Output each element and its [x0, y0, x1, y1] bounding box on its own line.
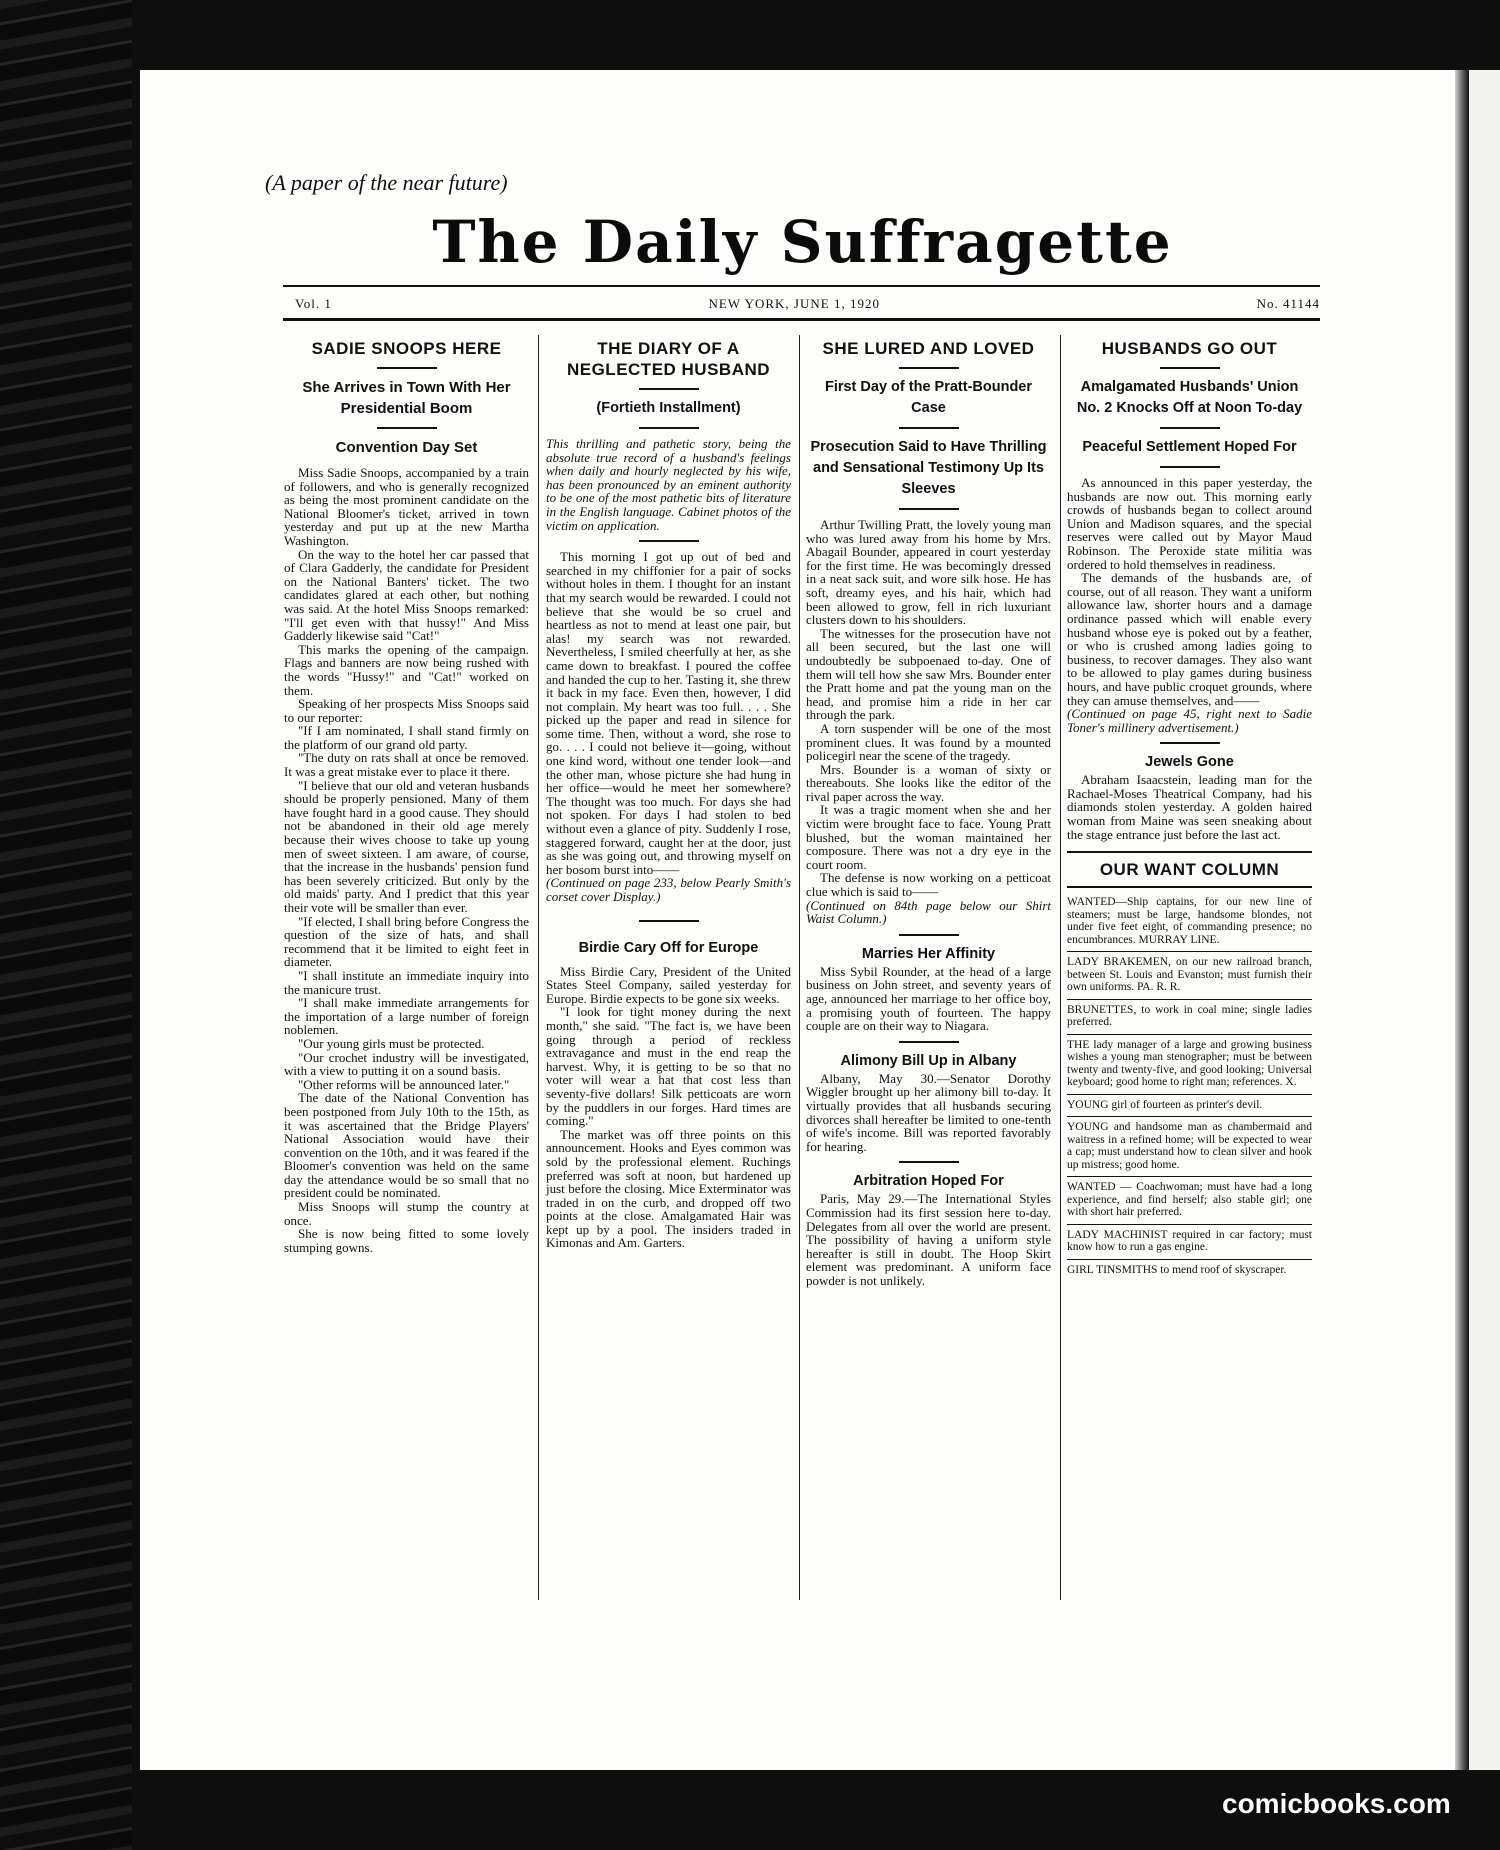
article-paragraph: The defense is now working on a petticoat clue which is said to—— — [806, 870, 1051, 900]
article-paragraph: Arthur Twilling Pratt, the lovely young man who was lured away from his home by Mrs. Abagail Bounder, appeared in court yesterday for the first time. He was becomingly dressed in a neat sack suit, and wore silk hose. He has soft, dreamy eyes, and his hair, which had been allowed to grow, fell in rich luxuriant clusters down to his shoulders. — [806, 517, 1051, 628]
article-paragraph: "Our crochet industry will be investigated, with a view to putting it on a sound basis. — [284, 1049, 529, 1079]
headline: HUSBANDS GO OUT — [1101, 339, 1278, 358]
column-divider — [799, 335, 800, 1600]
headline: Alimony Bill Up in Albany — [840, 1052, 1017, 1069]
divider — [1160, 742, 1220, 744]
article-paragraph: "If elected, I shall bring before Congress the question of the size of hats, and shall recommend that it be limited to eight feet in diameter. — [284, 913, 529, 970]
dateline — [295, 296, 1320, 312]
article-paragraph: Miss Sadie Snoops, accompanied by a train of followers, and who is generally recognized as being the most prominent candidate on the National Bloomer's ticket, arrived in town yesterday and put up at the new Martha Washington. — [284, 465, 529, 548]
article-paragraph: The demands of the husbands are, of course, out of all reason. They want a uniform allowance law, shorter hours and a damage ordinance passed which will enable every husband whose eye is poked out by a feather, or who is crushed among ladies going to business, to recover damages. They also want to be allowed to play games during business hours, and have public croquet grounds, where they can amuse themselves, and—— — [1067, 570, 1312, 708]
article-paragraph: It was a tragic moment when she and her victim were brought face to face. Young Pratt blushed, but the woman maintained her composure. There was not a dry eye in the court room. — [806, 802, 1051, 872]
subheadline: Amalgamated Husbands' Union No. 2 Knocks Off at Noon To-day — [1076, 379, 1303, 416]
classified-ad: THE lady manager of a large and growing business wishes a young man stenographer; must be between twenty and twenty-five, and good looking; Universal keyboard; good home to right man; references. X. — [1067, 1035, 1312, 1095]
subheadline: (Fortieth Installment) — [596, 400, 741, 416]
headline: Birdie Cary Off for Europe — [578, 939, 759, 956]
volume-label: Vol. 1 — [295, 296, 332, 311]
classified-ad: LADY MACHINIST required in car factory; must know how to run a gas engine. — [1067, 1225, 1312, 1260]
article-paragraph: "I shall institute an immediate inquiry into the manicure trust. — [284, 967, 529, 997]
article-paragraph: "Other reforms will be announced later." — [298, 1076, 510, 1092]
article-paragraph: Miss Snoops will stump the country at once. — [284, 1199, 529, 1228]
article-intro: This thrilling and pathetic story, being the absolute true record of a husband's feelings when daily and hourly neglected by his wife, has been pronounced by an eminent authority to be one of the most pathetic bits of literature in the English language. Cabinet photos of the victim on application. — [546, 436, 791, 533]
article-paragraph: Miss Birdie Cary, President of the United States Steel Company, sailed yesterday for Europe. Birdie expects to be gone six weeks. — [546, 963, 791, 1006]
divider — [899, 367, 959, 369]
want-column-title: OUR WANT COLUMN — [1067, 859, 1312, 888]
headline: Marries Her Affinity — [861, 945, 996, 962]
article-paragraph: "I look for tight money during the next month," she said. "The fact is, we have been going through a period of reckless extravagance and must in the end reap the harvest. Why, it is getting to be so that no voter will wear a hat that cost less than seventy-five dollars! Silk petticoats are worn by the puddlers in our forges. Hard times are coming." — [546, 1004, 791, 1129]
adjacent-page-edge — [1468, 70, 1500, 1770]
book-binding — [0, 0, 132, 1850]
source-watermark: comicbooks.com — [1222, 1788, 1451, 1819]
classified-ad: GIRL TINSMITHS to mend roof of skyscraper. — [1067, 1263, 1287, 1276]
article-paragraph: The market was off three points on this announcement. Hooks and Eyes common was sold by the professional element. Ruchings preferred was soft at noon, but hardened up just before the closing. Mice Exterminator was traded in on the curb, and dropped off two points at the close. Amalgamated Hair was kept up by a pool. The insiders traded in Kimonas and Am. Garters. — [546, 1126, 791, 1251]
article-paragraph: A torn suspender will be one of the most prominent clues. It was found by a mounted policegirl near the scene of the tragedy. — [806, 720, 1051, 764]
article-paragraph: "If I am nominated, I shall stand firmly on the platform of our grand old party. — [284, 723, 529, 752]
want-column — [1067, 851, 1312, 1281]
article-paragraph: "The duty on rats shall at once be removed. It was a great mistake ever to place it there. — [284, 750, 529, 780]
column-4 — [1067, 338, 1312, 1281]
column-divider — [1060, 335, 1061, 1600]
subheadline: She Arrives in Town With Her Presidential Boom — [302, 379, 511, 417]
divider — [377, 367, 437, 369]
article-paragraph: "I shall make immediate arrangements for the importation of a large number of foreign noblemen. — [284, 995, 529, 1038]
classified-ad: YOUNG and handsome man as chambermaid and waitress in a refined home; will be expected to wear a cap; must understand how to clean silver and hook up mistress; good home. — [1067, 1117, 1312, 1177]
article-paragraph: The witnesses for the prosecution have not all been secured, but the last one will undoubtedly be subpoenaed to-day. One of them will tell how she saw Mrs. Bounder enter the Pratt home and pat the young man on the head, and promise him a ride in her car through the park. — [806, 625, 1051, 723]
masthead-rule-bottom — [283, 318, 1320, 321]
divider — [899, 1161, 959, 1163]
continuation-note: (Continued on page 233, below Pearly Smith's corset cover Display.) — [546, 875, 791, 904]
page-gutter-shadow — [1455, 70, 1469, 1770]
article-paragraph: Mrs. Bounder is a woman of sixty or thereabouts. She looks like the editor of the rival paper across the way. — [806, 761, 1051, 804]
classified-ad: WANTED — Coachwoman; must have had a long experience, and find herself; also stable girl; one with short hair preferred. — [1067, 1177, 1312, 1225]
article-paragraph: This marks the opening of the campaign. Flags and banners are now being rushed with the words "Hussy!" and "Cat!" worked on them. — [284, 641, 529, 698]
divider — [899, 427, 959, 429]
column-2 — [546, 338, 791, 1250]
article-paragraph: On the way to the hotel her car passed that of Clara Gadderly, the candidate for President on the National Banters' ticket. The two candidates glared at each other, but nothing was said. At the hotel Miss Snoops remarked: "I'll get even with that hussy!" And Miss Gadderly likewise said "Cat!" — [284, 546, 529, 644]
subheadline: First Day of the Pratt-Bounder Case — [824, 379, 1033, 416]
divider — [1160, 466, 1220, 468]
headline: Arbitration Hoped For — [853, 1173, 1004, 1190]
article-paragraph: As announced in this paper yesterday, the husbands are now out. This morning early crowds of husbands began to collect around Union and Madison squares, and the special reserves were called out by Mayor Maud Robinson. The Peroxide state militia was ordered to hold themselves in readiness. — [1067, 475, 1312, 572]
headline: SHE LURED AND LOVED — [822, 339, 1035, 358]
tagline: (A paper of the near future) — [265, 170, 508, 195]
article-paragraph: The date of the National Convention has been postponed from July 10th to the 15th, as it was ascertained that the Bridge Players' National Association would have their convention on the 10th, and it was feared if the Bloomer's convention was held on the same day the attendance would be so small that no president could be nominated. — [284, 1090, 529, 1201]
place-date: NEW YORK, JUNE 1, 1920 — [708, 296, 880, 311]
divider — [1160, 367, 1220, 369]
subheadline: Peaceful Settlement Hoped For — [1082, 439, 1297, 455]
article-paragraph: Albany, May 30.—Senator Dorothy Wiggler brought up her alimony bill to-day. It virtually provides that all husbands securing divorces shall hereafter be limited to one-tenth of wife's income. Bill was reported favorably for hearing. — [806, 1070, 1051, 1154]
article-paragraph: "Our young girls must be protected. — [298, 1035, 485, 1051]
classified-ad: BRUNETTES, to work in coal mine; single ladies preferred. — [1067, 1000, 1312, 1035]
article-paragraph: Miss Sybil Rounder, at the head of a large business on John street, and seventy years of age, announced her marriage to her office boy, a promising youth of fourteen. The happy couple are on their way to Niagara. — [806, 963, 1051, 1034]
article-paragraph: "I believe that our old and veteran husbands should be properly pensioned. Many of them have fought hard in a good cause. They should not be abandoned in their old age merely because their wives choose to take up young men of sweet sixteen. I am aware, of course, that the increase in the husbands' pension fund has been severely criticized. But only by the old maids' party. And I predict that this year their vote will be smaller than ever. — [284, 777, 529, 915]
divider — [377, 427, 437, 429]
continuation-note: (Continued on page 45, right next to Sadie Toner's millinery advertisement.) — [1067, 706, 1312, 735]
headline: Jewels Gone — [1145, 754, 1234, 771]
article-paragraph: Abraham Isaacstein, leading man for the Rachael-Moses Theatrical Company, had his diamonds stolen yesterday. A golden haired woman from Maine was seen sneaking about the stage entrance just before the last act. — [1067, 772, 1312, 842]
divider — [639, 427, 699, 429]
divider — [899, 934, 959, 936]
headline: THE DIARY OF A NEGLECTED HUSBAND — [566, 339, 771, 379]
column-1 — [284, 338, 529, 1254]
headline: SADIE SNOOPS HERE — [311, 339, 502, 358]
classified-ad: LADY BRAKEMEN, on our new railroad branch, between St. Louis and Evanston; must furnish their own uniforms. PA. R. R. — [1067, 952, 1312, 1000]
divider — [899, 508, 959, 510]
classified-ad: YOUNG girl of fourteen as printer's devil. — [1067, 1095, 1312, 1118]
article-paragraph: This morning I got up out of bed and searched in my chiffonier for a pair of socks without holes in them. I thought for an instant that my search would be rewarded. I could not believe that she would be so cruel and heartless as not to mend at least one pair, but alas! my search was not rewarded. Nevertheless, I smiled cheerfully at her, as she came down to breakfast. I poured the coffee and handed the cup to her. Tasting it, she threw it back in my face. Even then, however, I did not complain. My heart was too full. . . . She picked up the paper and read in silence for some time. Then, without a word, she rose to go. . . . I could not believe it—going, without one kind word, without one tender look—and the other man, whose picture she had hung in her office—would he meet her somewhere? The thought was too much. For days she had not spoken. For days I had stolen to bed without even a glance of pity. Suddenly I rose, staggered forward, caught her at the door, just as she was going out, and throwing myself on her bosom burst into—— — [546, 549, 791, 877]
masthead-rule-top — [283, 285, 1320, 287]
subheadline: Convention Day Set — [335, 439, 478, 456]
divider — [639, 920, 699, 922]
article-paragraph: She is now being fitted to some lovely stumping gowns. — [284, 1226, 529, 1255]
classified-ad: WANTED—Ship captains, for our new line of steamers; must be large, handsome blondes, not under five feet eight, of commanding presence; no encumbrances. MURRAY LINE. — [1067, 892, 1312, 952]
divider — [1160, 427, 1220, 429]
subheadline: Prosecution Said to Have Thrilling and Sensational Testimony Up Its Sleeves — [810, 439, 1047, 497]
divider — [639, 540, 699, 542]
masthead-title: The Daily Suffragette — [432, 208, 1173, 276]
column-divider — [538, 335, 539, 1600]
article-paragraph: Speaking of her prospects Miss Snoops said to our reporter: — [284, 696, 529, 725]
continuation-note: (Continued on 84th page below our Shirt Waist Column.) — [806, 897, 1051, 927]
divider — [639, 388, 699, 390]
column-3 — [806, 338, 1051, 1288]
issue-number: No. 41144 — [1256, 296, 1320, 311]
divider — [899, 1041, 959, 1043]
article-paragraph: Paris, May 29.—The International Styles Commission had its first session here to-day. Delegates from all over the world are present. The possibility of having a uniform style hereafter is still in doubt. The Hoop Skirt element was predominant. A uniform face powder is not unlikely. — [806, 1191, 1051, 1288]
